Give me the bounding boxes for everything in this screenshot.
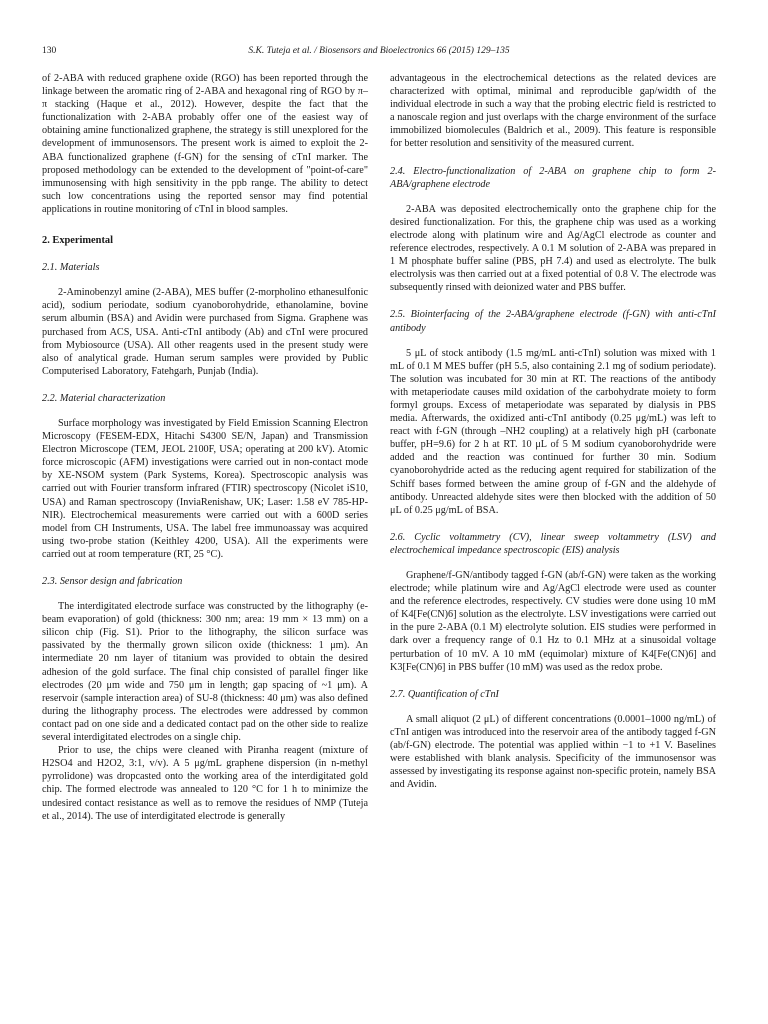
section-experimental-heading: 2. Experimental: [42, 235, 113, 247]
subsection-electro-functionalization-heading: 2.4. Electro-functionalization of 2-ABA on graphene chip to form 2-ABA/graphene electrode: [390, 165, 716, 190]
subsection-voltammetry-heading: 2.6. Cyclic voltammetry (CV), linear sweep voltammetry (LSV) and electrochemical impedance spectroscopic (EIS) analysis: [390, 531, 716, 556]
continued-paragraph: advantageous in the electrochemical detections as the related devices are characterized with optimal, minimal and reproducible gap/width of the individual electrode in such a way that the probing electric field is restricted to a nanoscale region and just overlaps with the charge environment of the surface immobilized biomolecules (Baldrich et al., 2009). This feature is responsible for better resolution and sensitivity of the measured current.: [390, 73, 716, 150]
materials-paragraph: 2-Aminobenzyl amine (2-ABA), MES buffer (2-morpholino ethanesulfonic acid), sodium periodate, sodium cyanoborohydride, ethanolamine, bovine serum albumin (BSA) and Avidin were purchased from Sigma. Graphene was purchased from ACS, USA. Anti-cTnI antibody (Ab) and cTnI were procured from Mybiosource (USA). All other reagents used in the present study were also of analytical grade. Human serum samples were provided by Public Computerised Laboratory, Fatehgarh, Punjab (India).: [42, 287, 368, 377]
right-column: [390, 72, 716, 791]
page-number: 130: [42, 46, 57, 56]
subsection-characterization-heading: 2.2. Material characterization: [42, 392, 166, 404]
left-column: [42, 72, 368, 823]
running-header: [42, 46, 716, 60]
voltammetry-paragraph: Graphene/f-GN/antibody tagged f-GN (ab/f-GN) were taken as the working electrode; while platinum wire and Ag/AgCl electrode were used as counter and the reference electrodes, respectively. CV studies were done using 10 mM of K4[Fe(CN)6] solution as the electrolyte. LSV investigations were carried out in the pure 2-ABA (0.1 M) electrolyte solution. EIS studies were performed in dark over a frequency range of 0.1 Hz to 0.1 MHz at a sinusoidal voltage perturbation of 10 mV. A 10 mM (equimolar) mixture of K4[Fe(CN)6] and K3[Fe(CN)6] in PBS buffer (10 mM) was used as the redox probe.: [390, 570, 716, 673]
quantification-paragraph: A small aliquot (2 μL) of different concentrations (0.0001–1000 ng/mL) of cTnI antigen was introduced into the reservoir area of the antibody tagged f-GN (ab/f-GN) electrode. The potential was applied within −1 to +1 V. Baselines were established with blank analysis. Specificity of the immunosensor was assessed by investigating its response against non-specific protein, namely BSA and Avidin.: [390, 713, 716, 791]
subsection-sensor-design-heading: 2.3. Sensor design and fabrication: [42, 576, 183, 587]
biointerfacing-paragraph: 5 μL of stock antibody (1.5 mg/mL anti-cTnI) solution was mixed with 1 mL of 0.1 M MES buffer (pH 5.5, also containing 2.1 mg of sodium periodate). The solution was incubated for 30 min at RT. The reactions of the antibody with metaperiodate causes mild oxidation of the carbohydrate moiety to form formyl groups. Excess of metaperiodate was separated by dialysis in PBS media. Afterwards, the oxidized anti-cTnI antibody (0.25 μg/mL) was left to react with f-GN (through –NH2 coupling) at a relatively high pH (carbonate buffer, pH=9.6) for 2 h at RT. 10 μL of 5 M sodium cyanoborohydride were added and the reaction was continued for further 30 min. Sodium cyanoborohydride acted as the reducing agent required for stabilization of the Schiff bases formed between the amine group of f-GN and the aldehyde of antibody. Unreacted aldehyde sites were then blocked with the addition of 50 μL of 0.25 μg/mL of BSA.: [390, 347, 716, 516]
intro-paragraph: of 2-ABA with reduced graphene oxide (RGO) has been reported through the linkage between the aromatic ring of 2-ABA and hexagonal ring of RGO by π–π stacking (Haque et al., 2012). However, despite the fact that the functionalization with 2-ABA probably offer one of the easiest way of obtaining amine functionalized graphene, the strategy is still unexplored for the development of immunosensors. The present work is aimed to exploit the 2-ABA functionalized graphene (f-GN) for the sensing of cTnI marker. The proposed methodology can be extended to the development of "point-of-care" immunosensing with high sensitivity in the ppb range. The ability to detect such low concentrations using the reported sensor may find potential applications in routine monitoring of cTnI in blood samples.: [42, 73, 368, 215]
subsection-biointerfacing-heading: 2.5. Biointerfacing of the 2-ABA/graphene electrode (f-GN) with anti-cTnI antibody: [390, 309, 716, 334]
characterization-paragraph: Surface morphology was investigated by Field Emission Scanning Electron Microscopy (FESEM-EDX, Hitachi S4300 SE/N, Japan) and Transmission Electron Microscope (TEM, JEOL 2100F, USA; operating at 200 kV). Atomic force microscopic (AFM) investigations were carried out in non-contact mode by XE-NSOM system (Park Systems, Korea). Spectroscopic analysis was carried out with Fourier transform infrared (FTIR) spectroscopy (Nicolet iS10, USA) and Raman spectroscopy (InviaRenishaw, UK; Laser: 1.58 eV 785-HP-NIR). Electrochemical measurements were carried out with a 600D series model from CH Instruments, USA. The label free immunoassay was acquired using two-probe station (Keithley 4200, USA). All the experiments were carried out at room temperature (RT, 25 °C).: [42, 417, 368, 560]
electro-functionalization-paragraph: 2-ABA was deposited electrochemically onto the graphene chip for the desired functionalization. For this, the graphene chip was used as a working electrode along with platinum wire and Ag/AgCl electrode as counter and reference electrodes, respectively. A 0.1 M solution of 2-ABA was prepared in 1 M phosphate buffer saline (PBS, pH 7.4) and used as electrolyte. The bulk electrolysis was then carried out at a fixed potential of 0.8 V. The electrode was subsequently rinsed with deionized water and PBS buffer.: [390, 203, 716, 294]
subsection-quantification-heading: 2.7. Quantification of cTnI: [390, 688, 499, 700]
sensor-design-paragraph-2: Prior to use, the chips were cleaned with Piranha reagent (mixture of H2SO4 and H2O2, 3:1, v/v). A 5 μg/mL graphene dispersion (in n-methyl pyrrolidone) was dropcasted onto the working area of the interdigitated gold chip. The formed electrode was annealed to 120 °C for 1 h to minimize the undesired contact resistance as well as to remove the residues of NMP (Tuteja et al., 2014). The use of interdigitated electrode is generally: [42, 745, 368, 822]
running-title: S.K. Tuteja et al. / Biosensors and Bioelectronics 66 (2015) 129–135: [248, 46, 510, 56]
sensor-design-paragraph-1: The interdigitated electrode surface was constructed by the lithography (e-beam evaporation) of gold (thickness: 300 nm; area: 19 mm × 13 mm) on a silicon chip (Fig. S1). Prior to the lithography, the silicon surface was passivated by the thermally grown silicon oxide (thickness: 1 μm). An intermediate 20 nm layer of titanium was provided to obtain the desired adhesion of the gold surface. The final chip consisted of parallel finger like electrodes (20 μm wide and 750 μm in length; gap spacing of ~1 μm). A reservoir (sample interaction area) of SU-8 (thickness: 40 μm) was also defined during the lithography process. The electrodes were addressed by common contact pad on one side and a dedicated contact pad on the other side to realize several interdigitated electrodes on a single chip.: [42, 601, 368, 744]
subsection-materials-heading: 2.1. Materials: [42, 262, 100, 274]
